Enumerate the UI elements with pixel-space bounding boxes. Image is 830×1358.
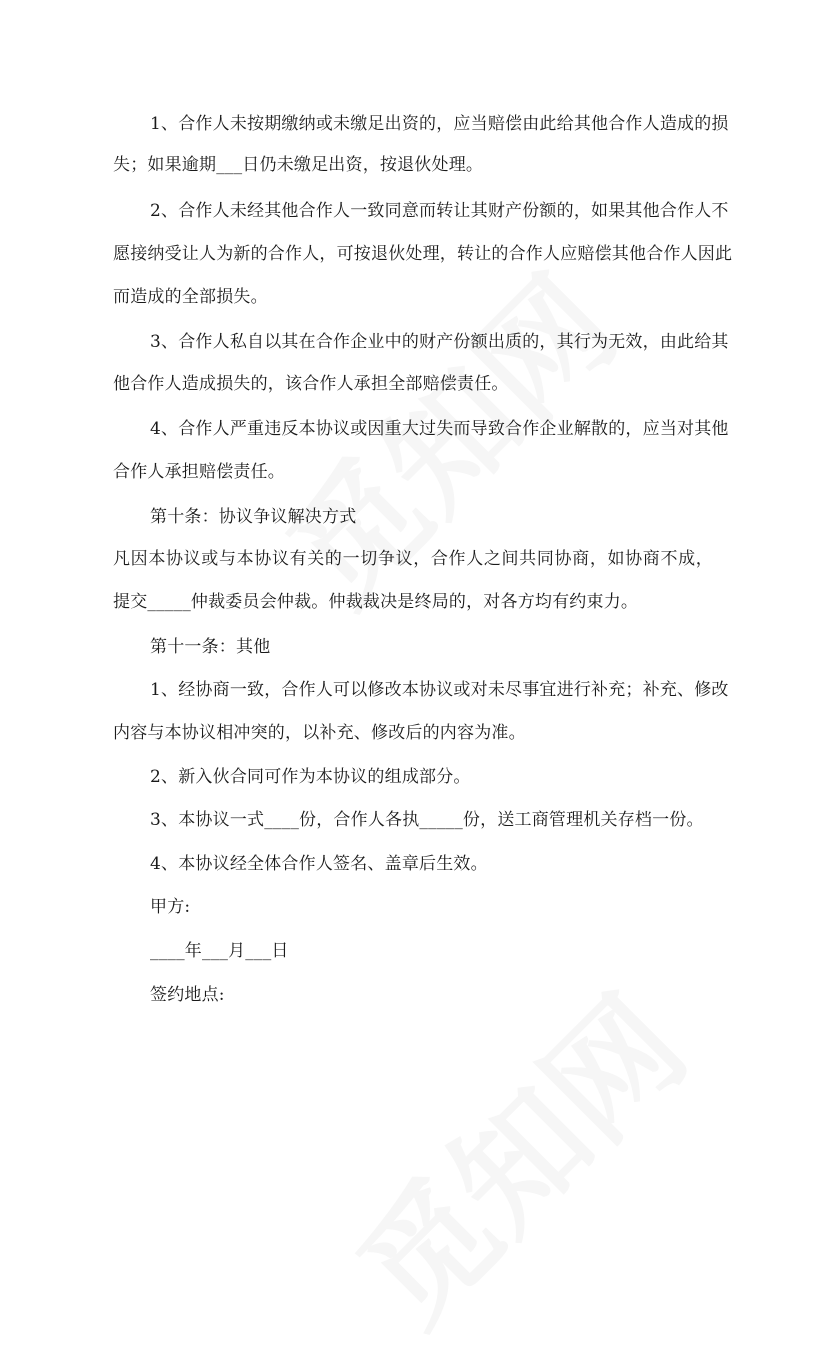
article-10-line-1: 凡因本协议或与本协议有关的一切争议，合作人之间共同协商，如协商不成，: [113, 549, 713, 569]
clause-4-line-2: 合作人承担赔偿责任。: [113, 462, 285, 482]
article-10-heading: 第十条：协议争议解决方式: [150, 507, 357, 527]
clause-2-line-3: 而造成的全部损失。: [113, 287, 268, 307]
date-line: ____年___月___日: [150, 941, 289, 961]
watermark: [311, 949, 719, 1357]
signing-location-label: 签约地点:: [150, 985, 225, 1005]
clause-2-line-1: 2、合作人未经其他合作人一致同意而转让其财产份额的，如果其他合作人不: [150, 201, 729, 221]
article-10-line-2: 提交_____仲裁委员会仲裁。仲裁裁决是终局的，对各方均有约束力。: [113, 592, 639, 612]
clause-4-line-1: 4、合作人严重违反本协议或因重大过失而导致合作企业解散的，应当对其他: [150, 419, 729, 439]
clause-3-line-1: 3、合作人私自以其在合作企业中的财产份额出质的，其行为无效，由此给其: [150, 332, 729, 352]
party-a-label: 甲方:: [150, 897, 191, 917]
article-11-clause-3: 3、本协议一式____份，合作人各执_____份，送工商管理机关存档一份。: [150, 810, 704, 830]
article-11-heading: 第十一条：其他: [150, 637, 271, 657]
clause-1-line-1: 1、合作人未按期缴纳或未缴足出资的，应当赔偿由此给其他合作人造成的损: [150, 114, 729, 134]
clause-1-line-2: 失；如果逾期___日仍未缴足出资，按退伙处理。: [113, 155, 484, 175]
article-11-clause-1-line-2: 内容与本协议相冲突的，以补充、修改后的内容为准。: [113, 723, 526, 743]
article-11-clause-4: 4、本协议经全体合作人签名、盖章后生效。: [150, 854, 488, 874]
article-11-clause-1-line-1: 1、经协商一致，合作人可以修改本协议或对未尽事宜进行补充；补充、修改: [150, 680, 729, 700]
clause-3-line-2: 他合作人造成损失的，该合作人承担全部赔偿责任。: [113, 374, 509, 394]
clause-2-line-2: 愿接纳受让人为新的合作人，可按退伙处理，转让的合作人应赔偿其他合作人因此: [113, 244, 733, 264]
article-11-clause-2: 2、新入伙合同可作为本协议的组成部分。: [150, 767, 471, 787]
